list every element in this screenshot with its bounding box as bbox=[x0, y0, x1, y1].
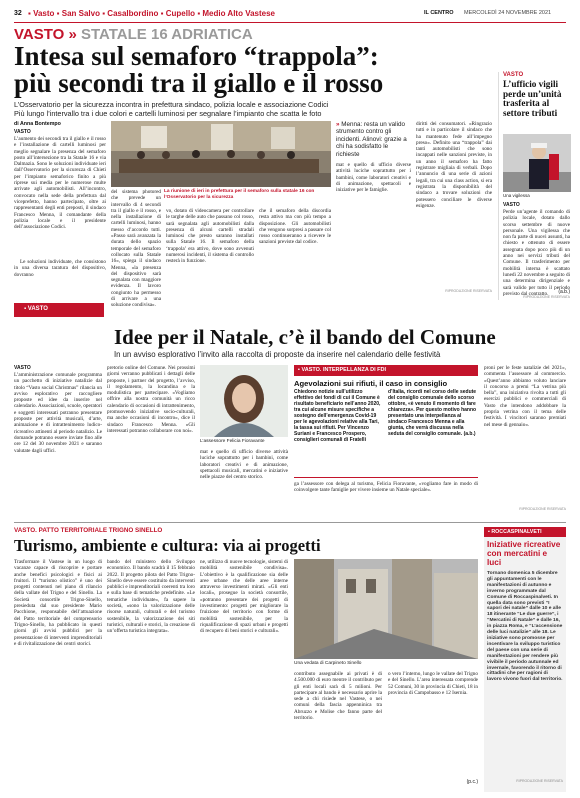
header-section-bullet: ▪ bbox=[28, 9, 31, 18]
patto-col-4: contributo assegnabile ai privati è di 4.500.000 di euro mentre il contributo per gli enti locali sarà di 5 milioni. Per partecipare al bando è necessario aprire la sede a chi risiede nel Vastese, o nei comuni della fascia appenninica tra Abruzzo e Molise che fanno parte del territorio. bbox=[294, 671, 382, 722]
city-intro: VASTO bbox=[14, 129, 31, 135]
copyright: RIPRODUZIONE RISERVATA bbox=[445, 289, 492, 293]
body-text: o vero l’interno, lungo le vallate del Trigno e del Sinello. L’area interessata comprende 52 Comuni, 30 in provincia di Chieti, 18 in provincia di Campobasso e 12 Isernia. bbox=[388, 671, 478, 696]
city-tag: VASTO bbox=[14, 26, 65, 43]
fdi-kicker-label: VASTO. INTERPELLANZA DI FDI bbox=[301, 367, 387, 373]
city-intro: VASTO bbox=[503, 202, 520, 208]
copyright: RIPRODUZIONE RISERVATA bbox=[523, 295, 570, 299]
quote-mark: » bbox=[336, 121, 340, 128]
body-text: diritti dei consumatori. «Ringrazio tutti e in particolare il sindaco che ha mantenuto fede all’impegno preso». Definito una “trappola” dai tanti automobilisti che sono incappati nelle sanzioni previste, in un anno il semaforo ha fatto registrare migliaia di verbali. Dopo l’annuncio di una serie di azioni legali, tra cui una class action, si era registrata la disponibilità del sindaco a trovare soluzioni che potessero conciliare le diverse esigenze. bbox=[416, 121, 492, 209]
lead-col-3: vo, dotato di videocamera per controllare le targhe delle auto che passano col rosso, sarà segnalata agli automobilisti dalla presenza di alcuni cartelli stradali luminosi che presto saranno installati sulla Statale 16. Il semaforo della ‘trappola’ era attivo, dove sono avvenuti numerosi incidenti, il sistema di controllo resterà in funzione. bbox=[166, 208, 254, 265]
subhead-line: Più lungo l’intervallo tra i due colori e cartelli luminosi per segnalare l’impianto che scatta le foto bbox=[14, 109, 322, 118]
lead-subhead bbox=[14, 100, 492, 118]
natale-col-2: pretorio online del Comune. Nei prossimi giorni verranno pubblicati i dettagli delle proposte, i partner del progetto, l’avviso, il regolamento, la locandina e la modulistica per partecipare. «Vogliamo offrire alla nostra comunità un ricco calendario di occasioni di intrattenimento, promuovendo iniziative socio-culturali, ma anche occasioni di incontro», dice il sindaco Francesco Menna. «Gli interessati potranno collaborare con noi». bbox=[107, 365, 195, 434]
body-text: L’amministrazione comunale programma un pacchetto di iniziative natalizie dal titolo “Vasto social Christmas” rilancia un avviso esplorativo per raccogliere proposte ed idee da inserire nel calendario. Associazioni, scuole, operatori e soggetti interessati potranno presentare proposte per attività musicali, d’arte, animazione e di intrattenimento ludico-ricreativo attinenti al periodo natalizio. Le domande potranno essere inviate fino alle ore 12 del 30 novembre 2021 e saranno valutate dagli uffici. bbox=[14, 372, 102, 454]
byline: di Anna Bontempo bbox=[14, 121, 61, 127]
signature: (p.c.) bbox=[466, 779, 478, 785]
rocca-headline: Iniziative ricreative con mercatini e luci bbox=[487, 540, 561, 567]
header-section[interactable]: Vasto bbox=[33, 9, 55, 18]
assessore-photo bbox=[200, 365, 288, 437]
vigilessa-photo-image bbox=[503, 134, 571, 192]
photo-caption: Una vigilessa bbox=[503, 193, 530, 198]
lead-col-6 bbox=[416, 121, 492, 299]
lead-col-quote bbox=[336, 121, 411, 299]
lead-headline bbox=[14, 43, 492, 97]
header-section[interactable]: Cupello bbox=[165, 9, 196, 18]
body-text: Perde un’agente il comando di polizia locale, dotato dallo scorso settembre di nuove personale. Una vigilessa che non fa parte di nuovi assunti, ha chiesto e ottenuto di essere assegnata dopo poco più di un anno nei servizi tributi del Comune. Il trasferimento per mobilità interna è scattato lunedì 22 novembre a seguito di una determina dirigenziale e sarà valido per tutto il periodo previsto dal contratto. bbox=[503, 209, 570, 297]
fdi-kicker-bullet: ▪ bbox=[298, 367, 302, 373]
copyright: RIPRODUZIONE RISERVATA bbox=[516, 779, 563, 783]
side-article-vigili bbox=[498, 72, 570, 300]
rocca-body: Tornano domenica 5 dicembre gli appuntamenti con le manifestazioni di autunno e inverno programmate dal Comune di Roccaspinalveti. In quella data sono previsti “I sapori dei natale” dalle 10 e alle 18 itinerante “Le due guerre”, i “Mercatini di Natale” e dalle 16, in piazza Roma, e “L’accensione delle luci natalizie” alle 18. Le iniziative sono promosse per incentivare la sviluppo turistico del paese con una serie di manifestazioni per rendere più vivibile il periodo autunnale ed invernale, favorendo il ritorno di cittadini che per ragioni di lavoro vivono fuori dal territorio. bbox=[487, 571, 563, 683]
header-section[interactable]: Casalbordino bbox=[107, 9, 159, 18]
fdi-body: d’Italia, ricordi nel corso delle sedute del consiglio comunale dello scorso ottobre, «è venuto il momento di fare chiarezza». Per questo motivo hanno presentato una interpellanza al sindaco Francesco Menna e alla giunta, che verrà discussa nella seduta del consiglio comunale. bbox=[388, 389, 477, 437]
fdi-box bbox=[294, 365, 478, 515]
rocca-kicker-label: ROCCASPINALVETI bbox=[491, 529, 542, 535]
pull-quote bbox=[336, 121, 411, 158]
headline-line: Intesa sul semaforo “trappola”: bbox=[14, 41, 379, 71]
header-section-bullet: ▪ bbox=[197, 9, 201, 18]
rocca-kicker-bullet: ▪ bbox=[488, 529, 492, 535]
patto-headline: Turismo, ambiente e cultura: via ai progetti bbox=[14, 536, 321, 555]
page-header bbox=[14, 8, 566, 22]
meeting-photo bbox=[111, 121, 331, 187]
natale-col-3: mat e quello di ufficio diverse attività luciche soprattutto per i bambini, come laboratori creativi e di animazione, spettacoli musicali, mercatini e iniziative nelle piazze del centro storico. bbox=[200, 449, 288, 481]
body-text: mat e quello di ufficio diverse attività luciche soprattutto per i bambini, come laboratori creativi e di animazione, spettacoli e iniziative per le famiglie. bbox=[336, 162, 411, 194]
photo-caption: Una vedata di Carpineto Sinello bbox=[294, 661, 362, 666]
patto-article bbox=[14, 527, 480, 792]
issue-date: MERCOLEDÌ 24 NOVEMBRE 2021 bbox=[464, 10, 552, 16]
natale-col-1 bbox=[14, 365, 102, 517]
kicker: VASTO. PATTO TERRITORIALE TRIGNO SINELLO bbox=[14, 527, 163, 534]
section-bar-label: VASTO bbox=[27, 306, 48, 312]
signature: (a.b.) bbox=[463, 431, 476, 437]
patto-col-5 bbox=[388, 671, 478, 789]
patto-col-2: bando del ministero dello Sviluppo economico. Il bando scadrà il 15 febbraio 2022. Il progetto pilota del Patto Trigno-Sinello deve essere costituito da interventi pubblici e imprenditoriali coerenti tra loro e sulla base di tematiche predefinite. «Le tematiche individuate», fa sapere la società, «sono la valorizzazione delle risorse naturali, culturali e del turismo sostenibile, la valorizzazione dei siti turistici, culturali e storici, la creazione di un’offerta turistica integrata». bbox=[107, 559, 195, 635]
natale-subhead: In un avviso esplorativo l’invito alla raccolta di proposte da inserire nel calendario delle festività bbox=[114, 350, 441, 359]
patto-col-1: Trasformare il Vastese in un luogo di vacanze capace di riscoprire e portare anche benefici psicologici e fisici ai fruitori. Il “turismo olistico” è uno dei progetti contenuti nel piano di rilancio della vallate del Trigno e del Sinello. La Società consortile Trigno-Sinello, presieduta dal suo presidente Mario Pacchione, responsabile dell’attuazione del Patto territoriale del comprensorio Trigno-Sinello, ha pubblicato in questi giorni gli avvisi pubblici per la presentazione di interventi imprenditoriali e di rivitalizzazione dei centri storici. bbox=[14, 559, 102, 647]
natale-col-5 bbox=[484, 365, 566, 517]
vigilessa-photo bbox=[503, 134, 571, 192]
fdi-rule bbox=[294, 477, 478, 478]
header-section-bullet: ▪ bbox=[160, 9, 164, 18]
fdi-tail: ga l’assessore con delega al turismo, Felicia Fioravante, «vogliamo fare in modo di coinvolgere tante famiglie per vivere insieme un Natale speciale». bbox=[294, 481, 478, 494]
quote-text: Menna: resta un valido strumento contro gli incidenti. Alinovi: grazie a chi ha sodisfatto le richieste bbox=[336, 121, 407, 158]
natale-article bbox=[14, 303, 566, 518]
fdi-lead: Chiedono notizie sull’utilizzo effettivo dei fondi di cui il Comune è risultato beneficiario nell’anno 2020, tra cui alcune misure specifiche a sostegno dell’emergenza Covid-19 per le agevolazioni relative alla Tari, la tassa sui rifiuti. Per Vincenzo Suriani e Francesco Prospero, consiglieri comunali di Fratelli bbox=[294, 389, 381, 443]
assessore-photo-image bbox=[200, 365, 288, 437]
copyright: RIPRODUZIONE RISERVATA bbox=[519, 507, 566, 511]
carpineto-photo bbox=[294, 559, 478, 659]
header-section[interactable]: Medio Alto Vastese bbox=[202, 9, 276, 18]
fdi-headline: Agevolazioni sui rifiuti, il caso in consiglio bbox=[294, 379, 448, 388]
carpineto-photo-image bbox=[294, 559, 478, 659]
side-headline: L’ufficio vigili perde un’unità trasferita al settore tributi bbox=[503, 79, 562, 118]
tag-separator: » bbox=[68, 26, 77, 43]
photo-caption: L’assessore Felicia Fioravante bbox=[200, 439, 265, 444]
rocca-box bbox=[484, 527, 566, 792]
lead-col-4: che il semaforo della discordia resta attivo ma con più tempo a disposizione. Gli automobilisti che vengono sorpresi a passare col rosso continueranno a ricevere le sanzioni previste dal codice. bbox=[259, 208, 331, 246]
subhead-line: L’Osservatorio per la sicurezza incontra in prefettura sindaco, polizia locale e associazione Codici bbox=[14, 100, 329, 109]
header-rule bbox=[14, 22, 566, 23]
header-sections bbox=[28, 9, 275, 18]
page-number: 32 bbox=[14, 10, 22, 17]
section-bar bbox=[14, 303, 104, 317]
body-text: L’aumento dei secondi tra il giallo e il rosso e l’installazione di cartelli luminosi per meglio segnalare la presenza del semaforo posto all’intersezione tra la Statale 16 e via Dalmazia. Sono le soluzioni individuate ieri dall’Osservatorio per la sicurezza di Chieti per l’impianto semaforico finito a più riprese sui media per le numerose multe arrivate agli automobilisti. All’incontro, convocato nella sede della prefettura dal viceprefetto, hanno partecipato, oltre ai rappresentanti degli enti preposti, il sindaco Francesco Menna, il comandante della polizia locale e il presidente dell’associazione Codici. bbox=[14, 136, 106, 231]
rocca-kicker-bar bbox=[484, 527, 566, 537]
signature: (a.b.) bbox=[558, 289, 570, 295]
photo-caption: La riunione di ieri in prefettura per il semaforo sulla statale 16 con l’Osservatorio per la sicurezza bbox=[164, 189, 315, 200]
headline-line: più secondi tra il giallo e il rosso bbox=[14, 68, 384, 98]
lead-col-1 bbox=[14, 121, 106, 299]
section-divider bbox=[14, 522, 566, 523]
fdi-col-2 bbox=[388, 389, 478, 473]
body-text: proni per le feste natalizie del 2021», commenta l’assessore al commercio. «Quest’anno abbiamo voluto lanciare il concorso a premi “La vetrina più bella”, una iniziativa rivolta a tutti gli esercizi pubblici e commerciali di Vasto che intendono addobbare la propria vetrina con il tema delle festività. I vincitori saranno premiati nel mese di gennaio». bbox=[484, 365, 566, 428]
meeting-photo-image bbox=[111, 121, 331, 187]
fdi-kicker-bar bbox=[294, 365, 478, 376]
header-section-bullet: ▪ bbox=[102, 9, 106, 18]
header-section-bullet: ▪ bbox=[56, 9, 60, 18]
lead-article bbox=[14, 26, 492, 309]
body-text: Le soluzioni individuate, che consistono in una diversa taratura del dispositivo, dovranno bbox=[14, 259, 106, 278]
patto-col-3: ne, utilizzo di nuove tecnologie, sistemi di mobilità sostenibile condivisa». L’obiettivo è la qualificazione sia delle aree urbane che delle aree interne attraverso investimenti mirati. «Gli enti locali», prosegue la società consortile, «potranno presentare dei progetti di investimento: progetti per migliorare la fruizione del territorio con forme di mobilità sostenibile, per la riqualificazione di spazi urbani e progetti di recupero di beni storici e culturali». bbox=[200, 559, 288, 635]
newspaper-name: IL CENTRO bbox=[424, 10, 454, 16]
kicker: VASTO bbox=[503, 72, 524, 78]
city-intro: VASTO bbox=[14, 365, 31, 371]
natale-headline: Idee per il Natale, c’è il bando del Comune bbox=[114, 325, 496, 349]
lead-col-2: del sistema photored che prevede un intervallo di 4 secondi tra il giallo e il rosso, e nella installazione di cartelli luminosi, hanno messo d’accordo tutti. «Passo sarà avanzata la durata dello spazio temporale del semaforo collocato sulla Statale 16», spiega il sindaco Menna, «la presenza del dispositivo sarà segnalata con maggiore evidenza. Il lavoro congiunto ha permesso di arrivare a una soluzione condivisa». bbox=[111, 189, 161, 309]
header-section[interactable]: San Salvo bbox=[61, 9, 100, 18]
section-tag: STATALE 16 ADRIATICA bbox=[80, 26, 253, 43]
section-bar-bullet: ▪ bbox=[24, 306, 28, 312]
